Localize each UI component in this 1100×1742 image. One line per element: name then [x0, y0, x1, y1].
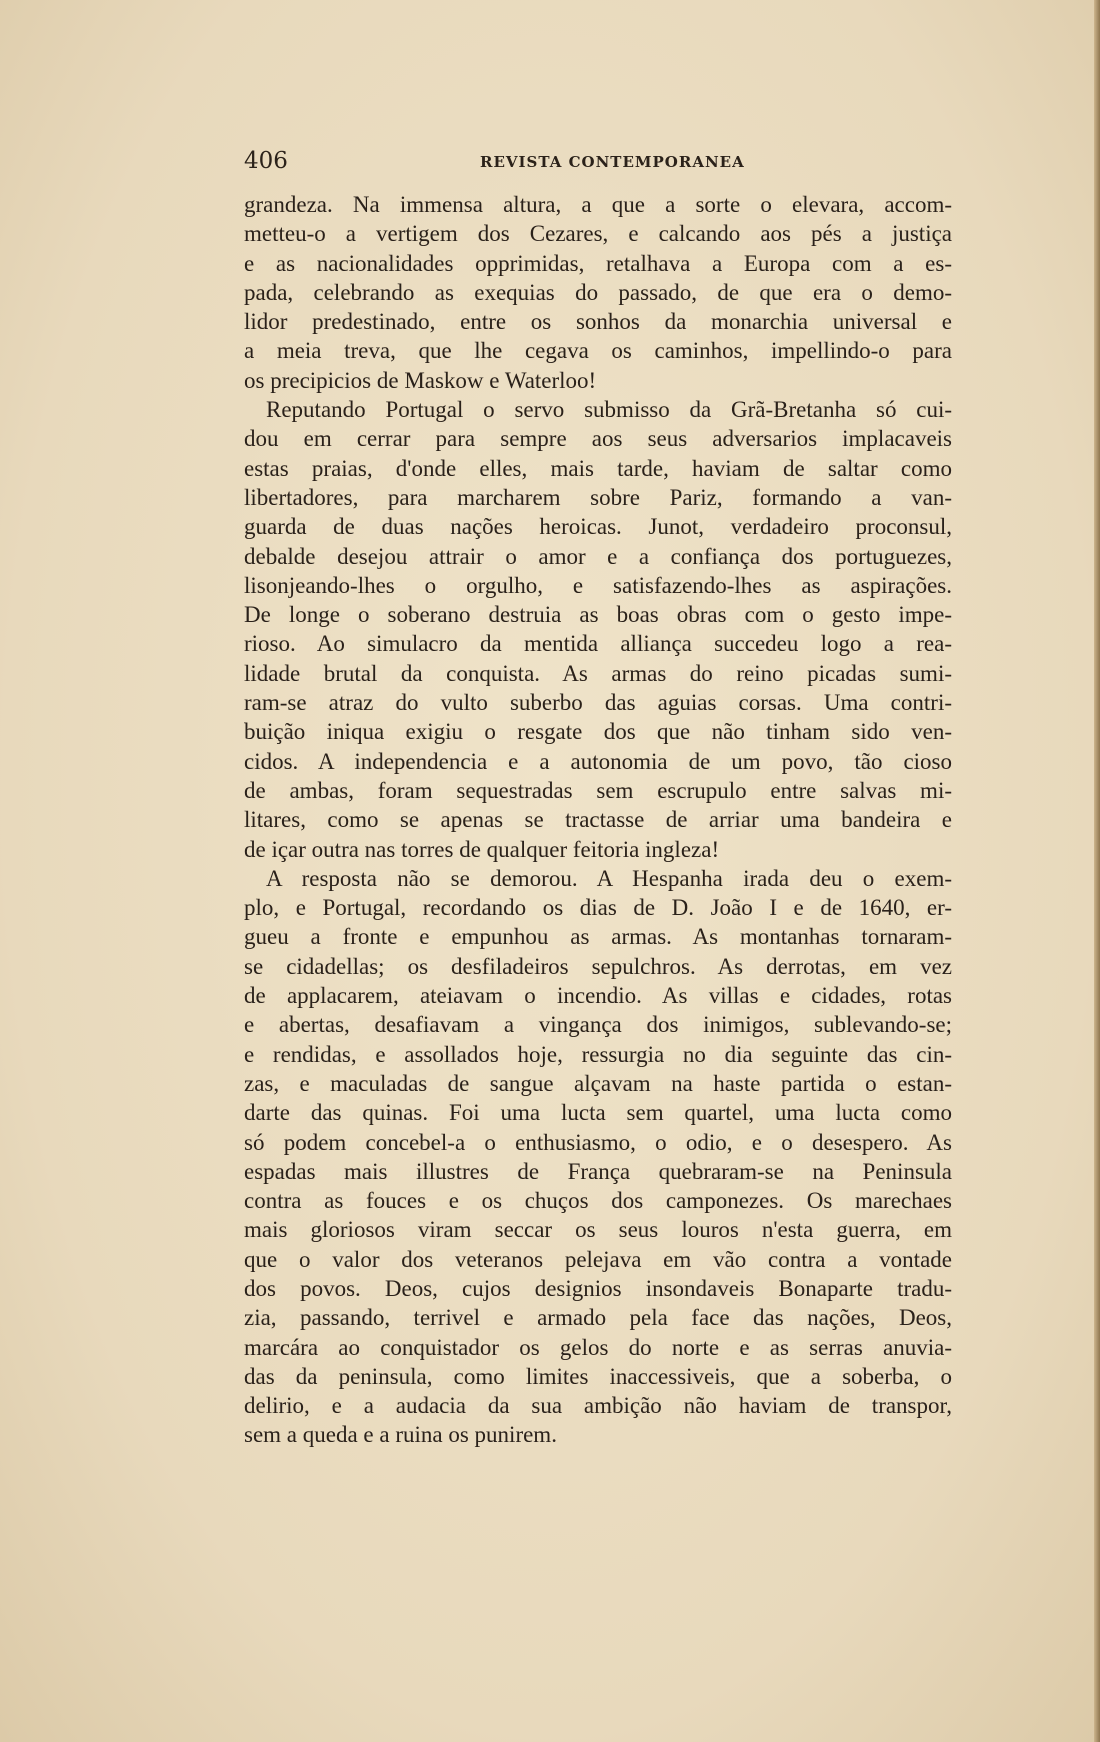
running-title: REVISTA CONTEMPORANEA [480, 153, 745, 171]
text-line: marcára ao conquistador os gelos do norte e as serras anuvia- [244, 1334, 952, 1360]
body-text [244, 190, 952, 1450]
text-line: pada, celebrando as exequias do passado, de que era o demo- [244, 279, 952, 305]
text-line: e abertas, desafiavam a vingança dos inimigos, sublevando-se; [244, 1012, 952, 1038]
text-line: debalde desejou attrair o amor e a confiança dos portuguezes, [244, 543, 952, 569]
text-line: litares, como se apenas se tractasse de arriar uma bandeira e [244, 807, 952, 833]
text-line: de içar outra nas torres de qualquer feitoria ingleza! [244, 836, 720, 862]
text-line: plo, e Portugal, recordando os dias de D. João I e de 1640, er- [244, 895, 952, 921]
text-line: estas praias, d'onde elles, mais tarde, haviam de saltar como [244, 455, 952, 481]
text-line: zia, passando, terrivel e armado pela face das nações, Deos, [244, 1305, 952, 1331]
paragraph [244, 864, 952, 1450]
text-line: das da peninsula, como limites inaccessiveis, que a soberba, o [244, 1363, 952, 1389]
text-line: e rendidas, e assollados hoje, ressurgia no dia seguinte das cin- [244, 1041, 952, 1067]
text-line: zas, e maculadas de sangue alçavam na haste partida o estan- [244, 1070, 952, 1096]
text-line: Reputando Portugal o servo submisso da Grã-Bretanha só cui- [266, 397, 952, 423]
text-line: metteu-o a vertigem dos Cezares, e calcando aos pés a justiça [244, 221, 952, 247]
text-line: só podem concebel-a o enthusiasmo, o odio, e o desespero. As [244, 1129, 952, 1155]
text-line: dos povos. Deos, cujos designios insondaveis Bonaparte tradu- [244, 1275, 952, 1301]
paragraph [244, 395, 952, 864]
text-line: de applacarem, ateiavam o incendio. As villas e cidades, rotas [244, 983, 952, 1009]
text-line: delirio, e a audacia da sua ambição não haviam de transpor, [244, 1393, 952, 1419]
text-line: contra as fouces e os chuços dos camponezes. Os marechaes [244, 1188, 952, 1214]
text-line: de ambas, foram sequestradas sem escrupulo entre salvas mi- [244, 777, 952, 803]
text-line: dou em cerrar para sempre aos seus adversarios implacaveis [244, 426, 952, 452]
page-number: 406 [244, 148, 288, 174]
paragraph [244, 190, 952, 395]
text-line: buição iniqua exigiu o resgate dos que não tinham sido ven- [244, 719, 952, 745]
text-line: os precipicios de Maskow e Waterloo! [244, 367, 597, 393]
text-line: gueu a fronte e empunhou as armas. As montanhas tornaram- [244, 924, 952, 950]
text-line: darte das quinas. Foi uma lucta sem quartel, uma lucta como [244, 1100, 952, 1126]
text-line: espadas mais illustres de França quebraram-se na Peninsula [244, 1158, 952, 1184]
text-line: lidade brutal da conquista. As armas do reino picadas sumi- [244, 660, 952, 686]
text-line: De longe o soberano destruia as boas obras com o gesto impe- [244, 602, 952, 628]
text-line: guarda de duas nações heroicas. Junot, verdadeiro proconsul, [244, 514, 952, 540]
text-line: ram-se atraz do vulto suberbo das aguias corsas. Uma contri- [244, 690, 952, 716]
text-line: mais gloriosos viram seccar os seus louros n'esta guerra, em [244, 1217, 952, 1243]
text-line: lidor predestinado, entre os sonhos da monarchia universal e [244, 309, 952, 335]
text-line: a meia treva, que lhe cegava os caminhos, impellindo-o para [244, 338, 952, 364]
text-line: e as nacionalidades opprimidas, retalhava a Europa com a es- [244, 250, 952, 276]
text-line: se cidadellas; os desfiladeiros sepulchros. As derrotas, em vez [244, 953, 952, 979]
text-line: que o valor dos veteranos pelejava em vão contra a vontade [244, 1246, 952, 1272]
page-edge-shadow [1094, 0, 1100, 1742]
text-line: rioso. Ao simulacro da mentida alliança succedeu logo a rea- [244, 631, 952, 657]
text-line: A resposta não se demorou. A Hespanha irada deu o exem- [266, 865, 952, 891]
text-line: libertadores, para marcharem sobre Pariz, formando a van- [244, 484, 952, 510]
text-line: lisonjeando-lhes o orgulho, e satisfazendo-lhes as aspirações. [244, 572, 952, 598]
text-line: grandeza. Na immensa altura, a que a sorte o elevara, accom- [244, 192, 952, 217]
text-line: cidos. A independencia e a autonomia de um povo, tão cioso [244, 748, 952, 774]
page-header [244, 146, 960, 176]
text-line: sem a queda e a ruina os punirem. [244, 1422, 557, 1448]
